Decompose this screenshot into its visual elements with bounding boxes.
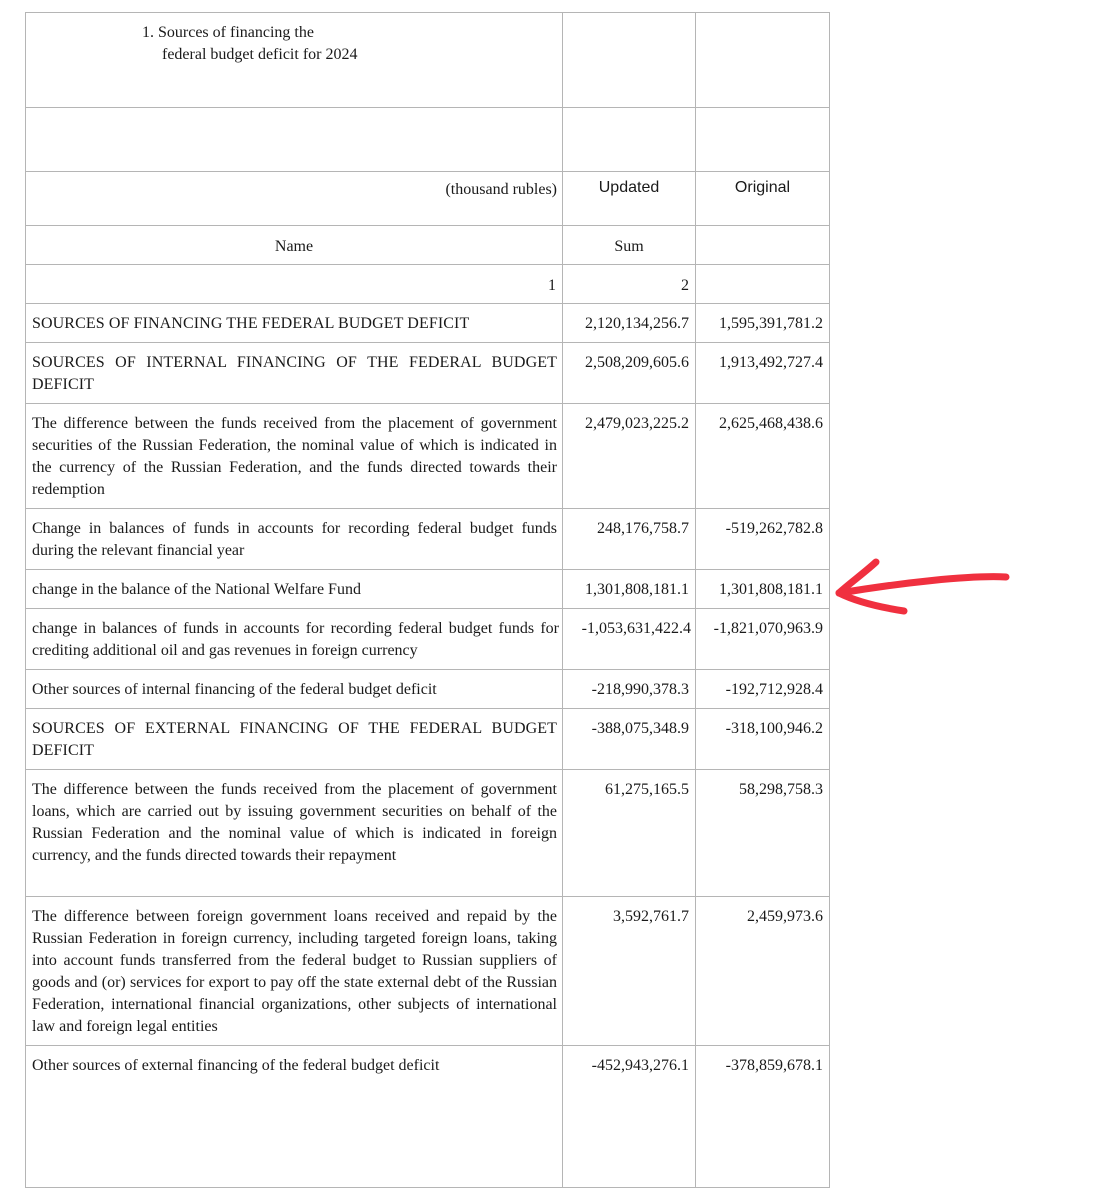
- row-name-cell: [26, 404, 563, 509]
- updated-value: 2,479,023,225.2: [585, 415, 689, 432]
- table-row-highlighted: [26, 570, 830, 609]
- original-header-cell: [696, 172, 830, 226]
- original-value-cell: [696, 404, 830, 509]
- table-row: [26, 343, 830, 404]
- sum-column-header: Sum: [614, 238, 644, 255]
- title-row: [26, 13, 830, 108]
- original-value: -378,859,678.1: [725, 1057, 823, 1074]
- red-arrow-icon: [830, 555, 1020, 625]
- original-column-header: Original: [734, 179, 791, 196]
- row-name-cell: [26, 897, 563, 1046]
- column-number-row: [26, 265, 830, 304]
- name-header-cell: [26, 226, 563, 265]
- row-name: change in balances of funds in accounts for recording federal budget funds for crediting additional oil and gas revenues in foreign currency: [32, 620, 559, 659]
- original-value: -192,712,928.4: [725, 681, 823, 698]
- table-row: [26, 304, 830, 343]
- updated-column-header: Updated: [598, 179, 660, 196]
- original-value-cell: [696, 709, 830, 770]
- updated-value: -452,943,276.1: [591, 1057, 689, 1074]
- units-row: [26, 172, 830, 226]
- row-name-cell: [26, 509, 563, 570]
- updated-value: 61,275,165.5: [605, 781, 689, 798]
- updated-value-cell: [563, 1046, 696, 1188]
- column-number-cell: [563, 265, 696, 304]
- empty-cell: [696, 13, 830, 108]
- empty-cell: [563, 108, 696, 172]
- original-value-cell: [696, 343, 830, 404]
- row-name: The difference between the funds received from the placement of government securities of the Russian Federation, the nominal value of which is indicated in the currency of the Russian Federation, and the funds directed towards their redemption: [32, 415, 557, 498]
- updated-value-cell: [563, 509, 696, 570]
- table-row: [26, 897, 830, 1046]
- original-value-cell: [696, 509, 830, 570]
- updated-header-cell: [563, 172, 696, 226]
- row-name-cell: [26, 670, 563, 709]
- column-number-cell: [26, 265, 563, 304]
- updated-value-cell: [563, 770, 696, 897]
- table-row: [26, 670, 830, 709]
- row-name: Other sources of internal financing of the federal budget deficit: [32, 681, 437, 698]
- title-cell: [26, 13, 563, 108]
- updated-value: 2,120,134,256.7: [585, 315, 689, 332]
- row-name: change in the balance of the National Welfare Fund: [32, 581, 361, 598]
- original-value: 58,298,758.3: [739, 781, 823, 798]
- column-number-2: 2: [681, 277, 689, 294]
- financing-sources-table: [25, 12, 830, 1188]
- updated-value-cell: [563, 343, 696, 404]
- row-name-cell: [26, 343, 563, 404]
- row-name-cell: [26, 1046, 563, 1188]
- column-number-1: 1: [548, 277, 556, 294]
- row-name-cell: [26, 709, 563, 770]
- original-value-cell: [696, 670, 830, 709]
- empty-cell: [696, 108, 830, 172]
- original-value-cell: [696, 570, 830, 609]
- empty-cell: [696, 226, 830, 265]
- row-name: Other sources of external financing of the federal budget deficit: [32, 1057, 440, 1074]
- table-row: [26, 609, 830, 670]
- row-name-cell: [26, 304, 563, 343]
- original-value: 1,301,808,181.1: [719, 581, 823, 598]
- updated-value-cell: [563, 670, 696, 709]
- original-value: -318,100,946.2: [725, 720, 823, 737]
- updated-value-cell: [563, 304, 696, 343]
- updated-value-cell: [563, 709, 696, 770]
- original-value: 1,913,492,727.4: [719, 354, 823, 371]
- original-value-cell: [696, 609, 830, 670]
- original-value-cell: [696, 770, 830, 897]
- document-title: [26, 13, 562, 66]
- original-value-cell: [696, 897, 830, 1046]
- row-name-cell: [26, 770, 563, 897]
- sum-header-cell: [563, 226, 696, 265]
- table-row: [26, 404, 830, 509]
- updated-value: -388,075,348.9: [591, 720, 689, 737]
- row-name: SOURCES OF INTERNAL FINANCING OF THE FEDERAL BUDGET DEFICIT: [32, 354, 557, 393]
- row-name: The difference between foreign government loans received and repaid by the Russian Federation in foreign currency, including targeted foreign loans, taking into account funds transferred from the federal budget to Russian suppliers of goods and (or) services for export to pay off the state external debt of the Russian Federation, international financial organizations, other subjects of international law and foreign legal entities: [32, 908, 557, 1035]
- row-name: SOURCES OF FINANCING THE FEDERAL BUDGET DEFICIT: [32, 315, 470, 332]
- row-name: Change in balances of funds in accounts for recording federal budget funds during the relevant financial year: [32, 520, 557, 559]
- row-name: SOURCES OF EXTERNAL FINANCING OF THE FEDERAL BUDGET DEFICIT: [32, 720, 557, 759]
- row-name-cell: [26, 570, 563, 609]
- table-row: [26, 709, 830, 770]
- row-name-cell: [26, 609, 563, 670]
- empty-cell: [696, 265, 830, 304]
- original-value: 1,595,391,781.2: [719, 315, 823, 332]
- original-value-cell: [696, 1046, 830, 1188]
- updated-value-cell: [563, 404, 696, 509]
- empty-cell: [26, 108, 563, 172]
- table-row: [26, 509, 830, 570]
- name-column-header: Name: [274, 238, 314, 255]
- original-value: -519,262,782.8: [725, 520, 823, 537]
- updated-value: 3,592,761.7: [613, 908, 689, 925]
- original-value: 2,625,468,438.6: [719, 415, 823, 432]
- original-value: -1,821,070,963.9: [713, 620, 823, 637]
- updated-value-cell: [563, 897, 696, 1046]
- table-row: [26, 770, 830, 897]
- units-label: (thousand rubles): [445, 181, 557, 198]
- updated-value: 248,176,758.7: [597, 520, 689, 537]
- title-line-1: 1. Sources of financing the: [142, 24, 314, 41]
- updated-value: -1,053,631,422.4: [581, 620, 691, 637]
- header-row: [26, 226, 830, 265]
- updated-value-cell: [563, 570, 696, 609]
- updated-value: 2,508,209,605.6: [585, 354, 689, 371]
- row-name: The difference between the funds received from the placement of government loans, which are carried out by issuing government securities on behalf of the Russian Federation and the nominal value of which is indicated in foreign currency, and the funds directed towards their repayment: [32, 781, 557, 864]
- updated-value: 1,301,808,181.1: [585, 581, 689, 598]
- empty-cell: [563, 13, 696, 108]
- units-cell: [26, 172, 563, 226]
- updated-value-cell: [563, 609, 696, 670]
- table-row: [26, 1046, 830, 1188]
- original-value: 2,459,973.6: [747, 908, 823, 925]
- updated-value: -218,990,378.3: [591, 681, 689, 698]
- title-line-2: federal budget deficit for 2024: [162, 46, 358, 63]
- original-value-cell: [696, 304, 830, 343]
- blank-row: [26, 108, 830, 172]
